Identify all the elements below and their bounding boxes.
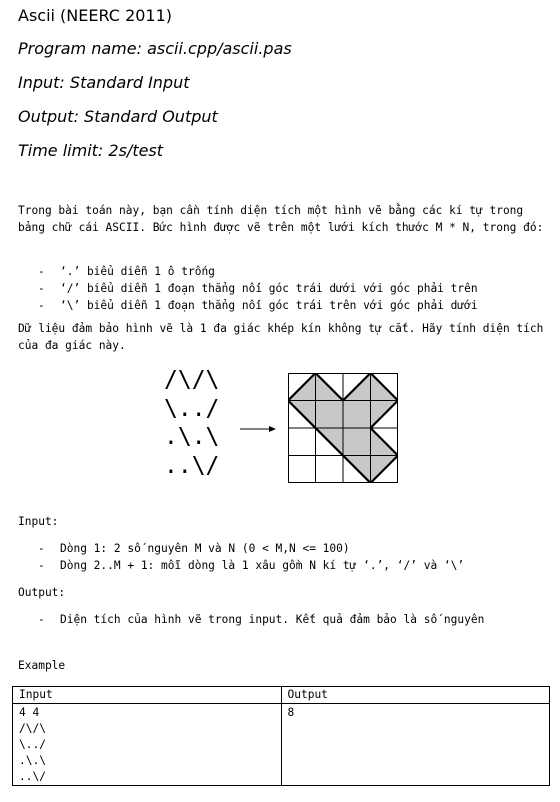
example-figure [158,366,403,490]
list-item: - Dòng 2..M + 1: mỗi dòng là 1 xâu gồm N kí tự ‘.’, ‘/’ và ‘\’ [38,557,548,574]
example-output: 8 [287,706,295,719]
example-input: 4 4 /\/\ \../ .\.\ ..\/ [19,706,46,783]
statement-intro: Trong bài toán này, bạn cần tính diện tích một hình vẽ bằng các kí tự trong bảng chữ cái ASCII. Bức hình được vẽ trên một lưới kích thước M * N, trong đó: [18,204,544,234]
table-header-row [13,687,550,704]
input-heading: Input: [18,515,59,528]
output-spec: Output: Standard Output [18,107,218,126]
arrow-icon [240,424,276,434]
polygon-grid-diagram [288,373,398,483]
input-column-header: Input [13,687,282,704]
output-heading: Output: [18,586,66,599]
output-list [38,611,508,628]
list-item: - ‘/’ biểu diễn 1 đoạn thẳng nối góc trái dưới với góc phải trên [38,280,548,297]
list-item: - Diện tích của hình vẽ trong input. Kết quả đảm bảo là số nguyên [38,611,508,628]
problem-title: Ascii (NEERC 2011) [18,6,173,25]
list-item: - Dòng 1: 2 số nguyên M và N (0 < M,N <= 100) [38,540,548,557]
list-item: - ‘.’ biểu diễn 1 ô trống [38,263,548,280]
list-item: - ‘\’ biểu diễn 1 đoạn thẳng nối góc trái trên với góc phải dưới [38,297,548,314]
statement-guarantee: Dữ liệu đảm bảo hình vẽ là 1 đa giác khép kín không tự cắt. Hãy tính diện tích của đa giác này. [18,322,544,352]
example-heading: Example [18,659,66,672]
example-table [12,686,550,786]
output-column-header: Output [281,687,550,704]
example-output-cell [281,704,550,786]
program-name: Program name: ascii.cpp/ascii.pas [18,39,292,58]
symbol-list [38,263,548,314]
table-row [13,704,550,786]
input-spec: Input: Standard Input [18,73,190,92]
example-input-cell [13,704,282,786]
input-list [38,540,548,574]
ascii-art: /\/\ \../ .\.\ ..\/ [164,367,220,479]
time-limit: Time limit: 2s/test [18,141,164,160]
